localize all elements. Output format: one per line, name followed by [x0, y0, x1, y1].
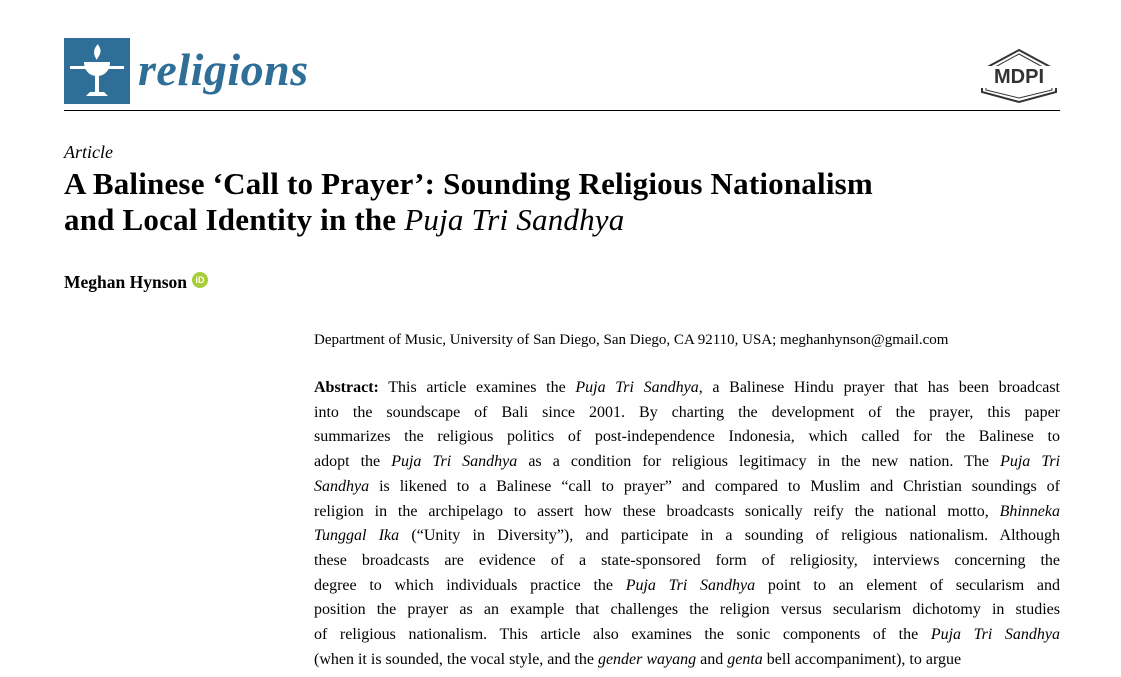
abstract-italic-term: genta: [727, 650, 763, 668]
abstract-text: point to an element of secularism and: [755, 576, 1060, 594]
abstract-label: Abstract:: [314, 379, 379, 396]
affiliation: Department of Music, University of San Diego, San Diego, CA 92110, USA; meghanhynson@gmail.com: [314, 332, 949, 348]
abstract-line: [314, 425, 1060, 450]
article-type: Article: [64, 142, 113, 162]
abstract-text: position the prayer as an example that challenges the religion versus secularism dichotomy in studies: [314, 601, 1060, 619]
abstract-line: [314, 450, 1060, 475]
abstract: [314, 376, 1060, 672]
abstract-text: degree to which individuals practice the: [314, 576, 626, 594]
abstract-italic-term: Tunggal Ika: [314, 527, 400, 545]
abstract-text: , a Balinese Hindu prayer that has been broadcast: [698, 379, 1060, 396]
abstract-line: [314, 648, 1060, 673]
title-italic: Puja Tri Sandhya: [404, 202, 625, 237]
abstract-italic-term: Puja Tri Sandhya: [625, 576, 756, 594]
journal-name: religions: [138, 44, 309, 95]
header-divider: [64, 110, 1060, 111]
journal-header: [64, 38, 1060, 112]
abstract-text: is likened to a Balinese “call to prayer” and compared to Muslim and Christian soundings of: [369, 477, 1060, 495]
abstract-text: summarizes the religious politics of post-independence Indonesia, which called for the Balinese to: [314, 428, 1060, 446]
abstract-italic-term: Bhinneka: [999, 502, 1060, 520]
publisher-name: MDPI: [994, 66, 1044, 88]
abstract-text: as a condition for religious legitimacy in the new nation. The: [517, 453, 1001, 471]
abstract-text: of religious nationalism. This article also examines the sonic components of the: [314, 626, 931, 644]
abstract-italic-term: Puja Tri Sandhya: [391, 453, 518, 471]
abstract-line: [314, 475, 1060, 500]
abstract-line: [314, 598, 1060, 623]
abstract-line: [314, 623, 1060, 648]
abstract-text: adopt the: [314, 453, 392, 471]
abstract-italic-term: Puja Tri Sandhya: [575, 379, 699, 396]
religions-logo-icon: [64, 38, 130, 104]
abstract-italic-term: Puja Tri: [1000, 453, 1061, 471]
abstract-text: these broadcasts are evidence of a state-sponsored form of religiosity, interviews concerning the: [314, 551, 1060, 569]
orcid-icon[interactable]: iD: [192, 272, 208, 288]
author-row: [64, 271, 208, 293]
abstract-line: [314, 376, 1060, 401]
abstract-text: (when it is sounded, the vocal style, and the: [314, 650, 598, 668]
article-title: [64, 166, 1060, 238]
abstract-text: (“Unity in Diversity”), and participate in a sounding of religious nationalism. Although: [399, 527, 1061, 545]
abstract-line: [314, 549, 1060, 574]
title-line-2: and Local Identity in the: [64, 202, 405, 237]
abstract-text: bell accompaniment), to argue: [762, 650, 962, 668]
mdpi-logo-icon: [978, 48, 1060, 104]
abstract-text: and: [696, 650, 728, 668]
abstract-text: religion in the archipelago to assert how these broadcasts sonically reify the national motto,: [314, 502, 1000, 520]
abstract-italic-term: Sandhya: [314, 477, 370, 495]
abstract-italic-term: gender wayang: [597, 650, 697, 668]
abstract-line: [314, 401, 1060, 426]
title-line-1: A Balinese ‘Call to Prayer’: Sounding Religious Nationalism: [64, 166, 873, 201]
abstract-text: This article examines the: [378, 379, 576, 396]
abstract-text: into the soundscape of Bali since 2001. By charting the development of the prayer, this paper: [314, 403, 1060, 421]
abstract-line: [314, 574, 1060, 599]
abstract-line: [314, 524, 1060, 549]
abstract-line: [314, 500, 1060, 525]
author-name[interactable]: Meghan Hynson: [64, 272, 188, 292]
abstract-italic-term: Puja Tri Sandhya: [930, 626, 1061, 644]
abstract-line-content: [379, 379, 1060, 396]
